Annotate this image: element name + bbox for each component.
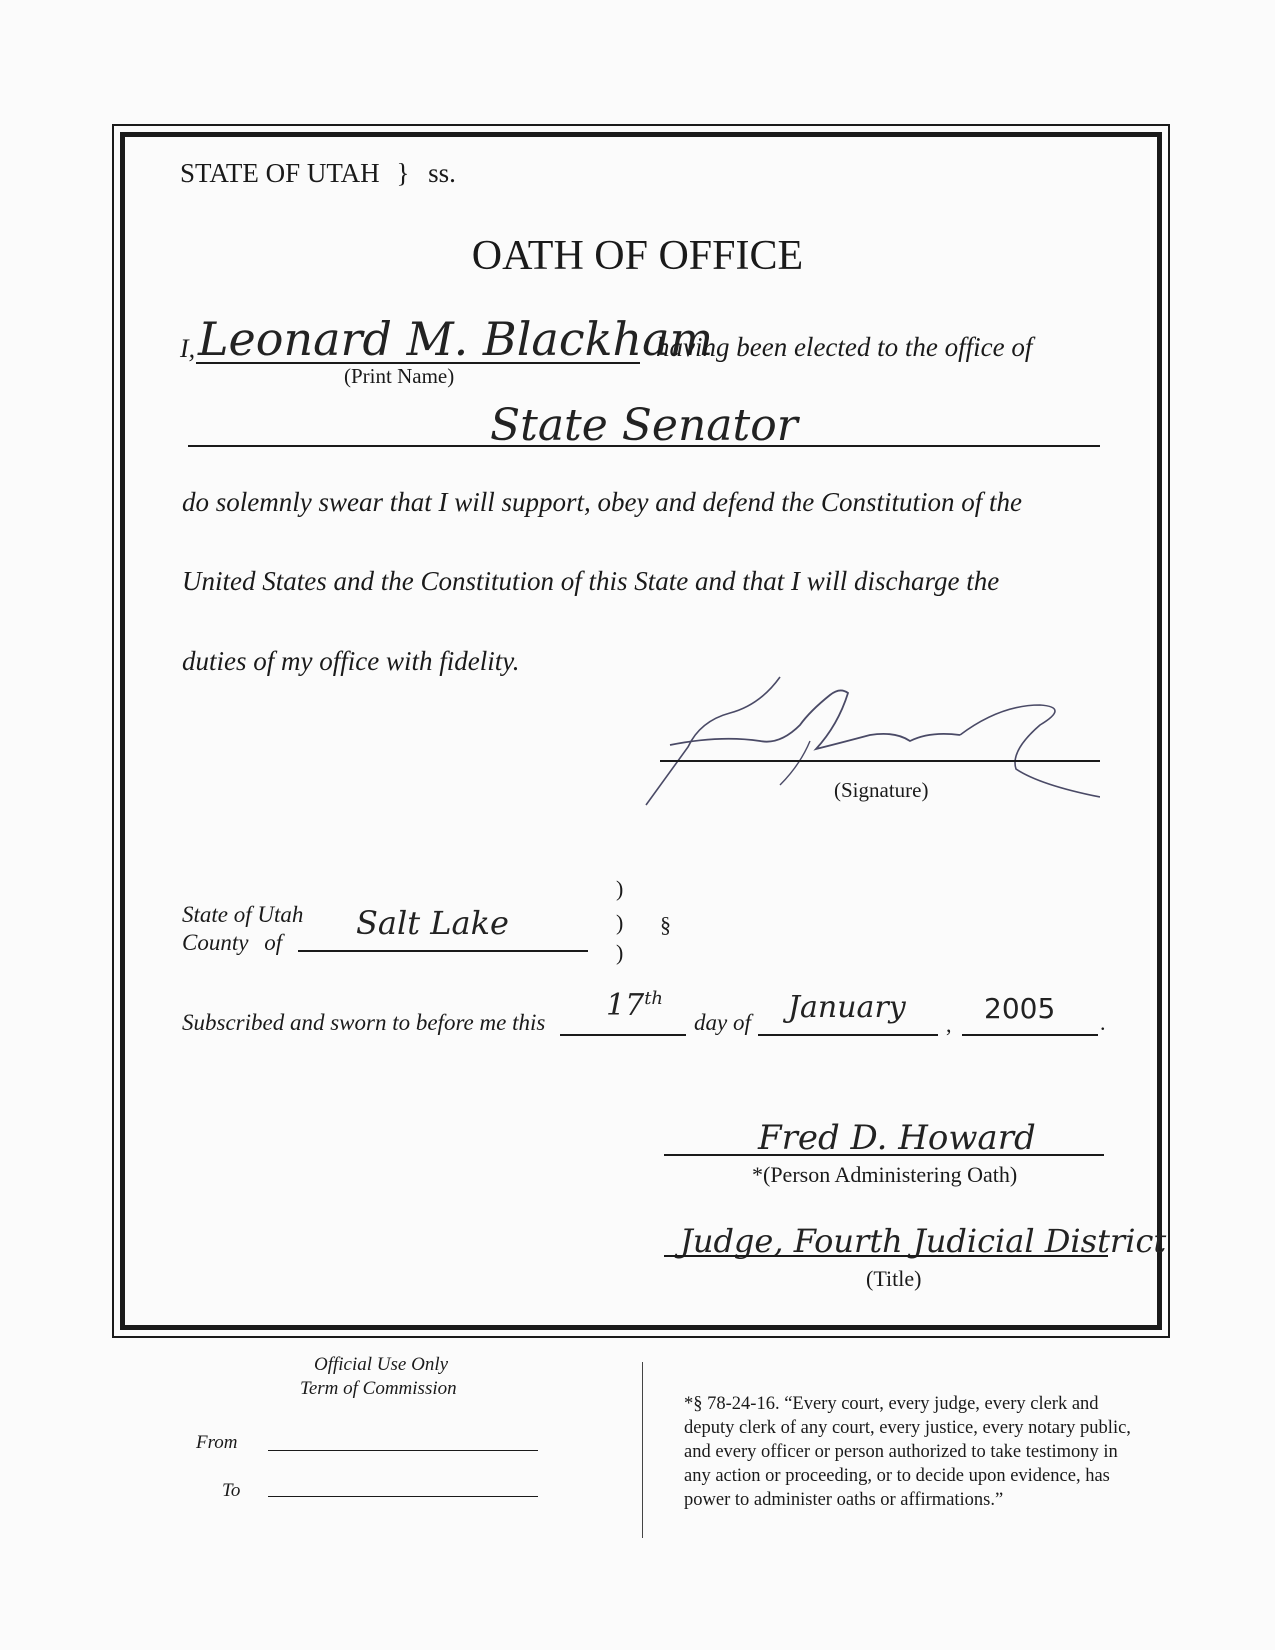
administrator-line — [664, 1154, 1104, 1156]
county-of-word: of — [264, 930, 283, 955]
year-value: 2005 — [984, 992, 1056, 1025]
jurat-county-label — [182, 930, 282, 956]
office-value: State Senator — [490, 400, 798, 451]
date-comma: , — [946, 1012, 952, 1037]
month-value: January — [788, 990, 906, 1025]
administrator-caption: *(Person Administering Oath) — [752, 1162, 1018, 1187]
state-label: STATE OF UTAH — [180, 158, 380, 188]
footnote-line4: any action or proceeding, or to decide upon evidence, has — [684, 1466, 1110, 1486]
office-line — [188, 445, 1100, 447]
signature-line — [660, 760, 1100, 762]
brace: } — [396, 158, 410, 188]
day-suffix: th — [644, 988, 664, 1009]
from-label: From — [196, 1432, 238, 1453]
oath-body-line2: United States and the Constitution of this State and that I will discharge the — [182, 566, 1000, 596]
to-line — [268, 1496, 538, 1497]
elected-text: having been elected to the office of — [656, 332, 1033, 362]
administrator-name-value: Fred D. Howard — [758, 1118, 1036, 1158]
oath-body-line3: duties of my office with fidelity. — [182, 646, 520, 676]
day-number: 17 — [606, 988, 645, 1023]
county-value: Salt Lake — [356, 904, 509, 942]
from-line — [268, 1450, 538, 1451]
administrator-title-value: Judge, Fourth Judicial District — [680, 1222, 1167, 1260]
county-line — [298, 950, 588, 952]
paren-2: ) — [616, 910, 624, 935]
title-caption: (Title) — [866, 1266, 922, 1291]
footnote — [684, 1392, 1131, 1512]
day-value — [606, 988, 663, 1023]
print-name-caption: (Print Name) — [344, 364, 455, 388]
official-use-heading: Official Use Only — [314, 1354, 449, 1375]
section-symbol: § — [660, 912, 671, 937]
year-line — [962, 1034, 1098, 1036]
oath-body-line1: do solemnly swear that I will support, obey and defend the Constitution of the — [182, 487, 1022, 517]
jurat-state-label: State of Utah — [182, 902, 304, 927]
month-line — [758, 1034, 938, 1036]
administrator-title-line — [664, 1255, 1108, 1257]
county-word: County — [182, 930, 249, 955]
ss-label: ss. — [428, 158, 456, 188]
footnote-line3: and every officer or person authorized to take testimony in — [684, 1442, 1118, 1462]
term-heading: Term of Commission — [300, 1378, 457, 1399]
date-period: . — [1100, 1010, 1106, 1035]
day-of-text: day of — [694, 1010, 751, 1035]
subscribed-text: Subscribed and sworn to before me this — [182, 1010, 546, 1035]
oath-prefix: I, — [180, 334, 196, 363]
paren-3: ) — [616, 940, 624, 965]
day-line — [560, 1034, 686, 1036]
page-title: OATH OF OFFICE — [471, 233, 804, 279]
paren-1: ) — [616, 876, 624, 901]
signature-caption: (Signature) — [834, 778, 929, 802]
state-header — [180, 158, 456, 189]
footnote-line5: power to administer oaths or affirmations.” — [684, 1490, 1004, 1510]
footer-divider — [642, 1362, 643, 1538]
footnote-line2: deputy clerk of any court, every justice, every notary public, — [684, 1418, 1131, 1438]
print-name-value: Leonard M. Blackham — [198, 312, 714, 366]
to-label: To — [222, 1480, 241, 1501]
footnote-line1: *§ 78-24-16. “Every court, every judge, every clerk and — [684, 1394, 1099, 1414]
